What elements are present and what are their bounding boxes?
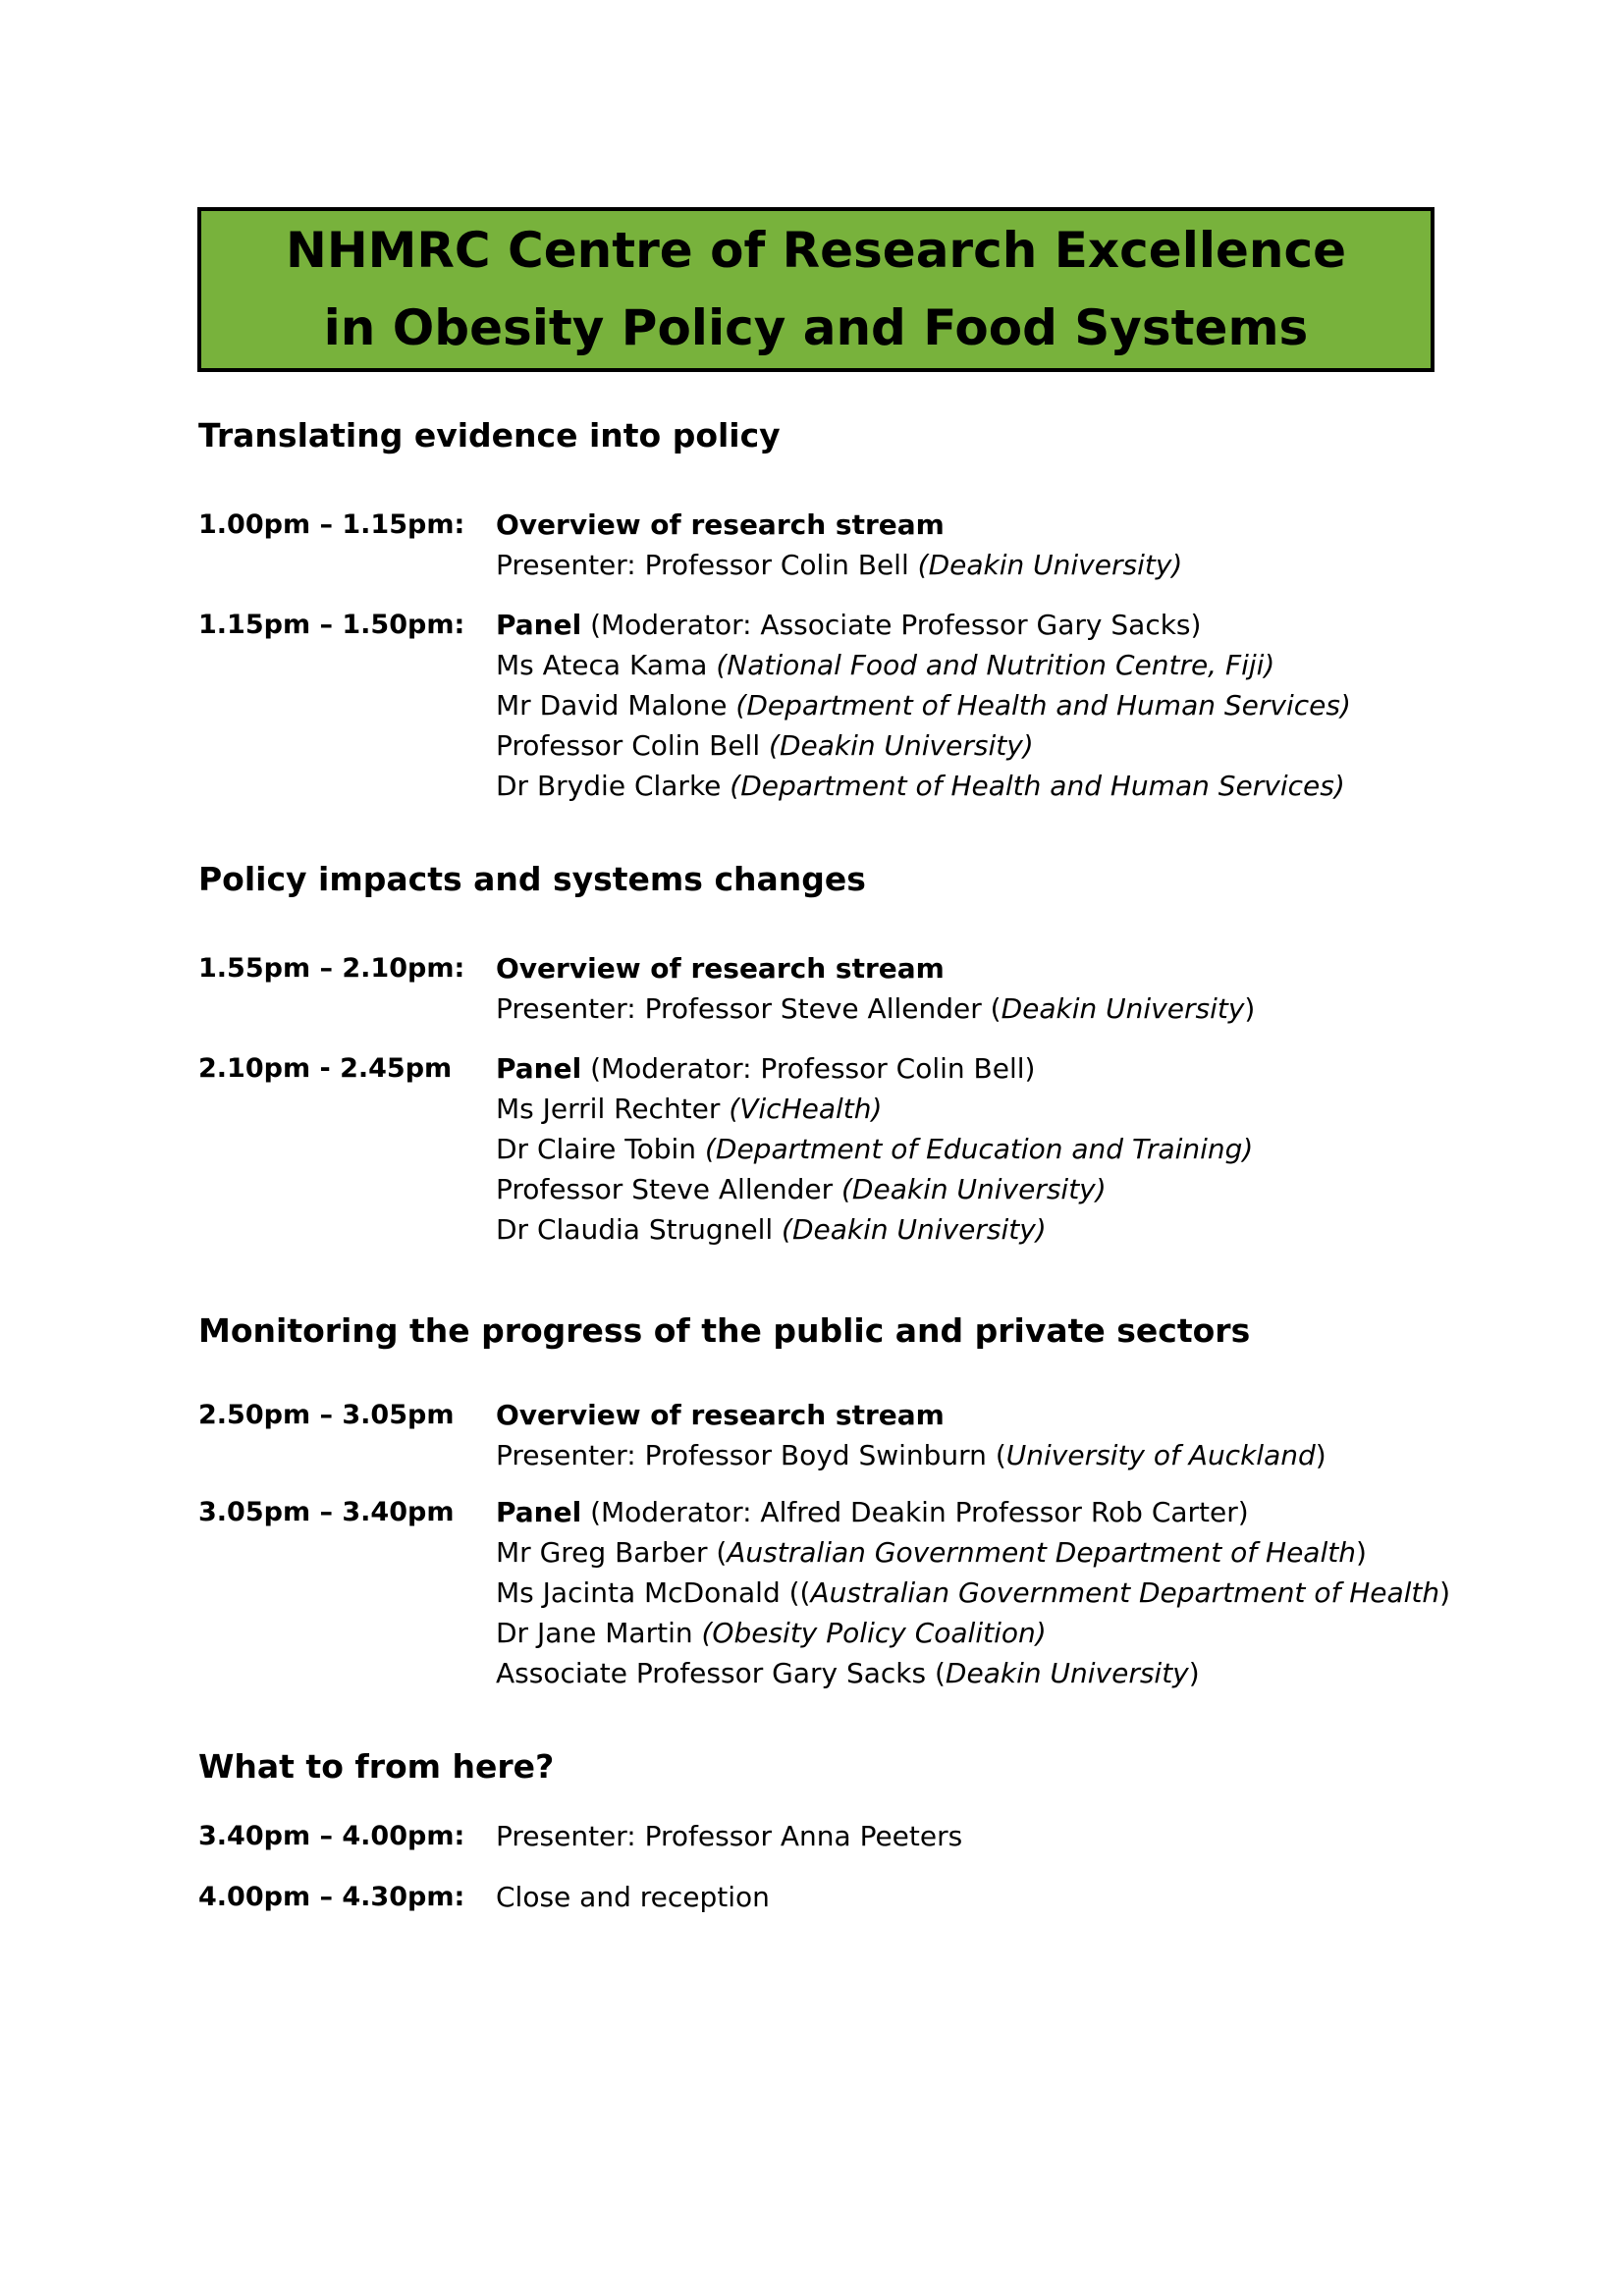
text-run: Associate Professor Gary Sacks ( (496, 1657, 946, 1689)
text-run: Close and reception (496, 1881, 770, 1913)
text-run: Mr David Malone (496, 689, 736, 721)
session-line (496, 645, 1274, 685)
text-run: (Moderator: Associate Professor Gary Sacks) (581, 609, 1202, 641)
text-run: ) (1355, 1536, 1367, 1569)
session-line (496, 685, 1351, 725)
text-run: Professor Steve Allender (496, 1173, 841, 1205)
text-run: Dr Claudia Strugnell (496, 1213, 783, 1246)
text-run: Professor Colin Bell (496, 729, 770, 762)
text-run: (Deakin University) (841, 1173, 1107, 1205)
text-run: Panel (496, 1496, 582, 1528)
text-run: ) (1188, 1657, 1200, 1689)
section-heading: What to from here? (198, 1747, 555, 1786)
text-run: Ms Jacinta McDonald (( (496, 1576, 811, 1609)
section-heading: Policy impacts and systems changes (198, 860, 866, 898)
text-run: (Deakin University) (769, 729, 1034, 762)
session-line (496, 1129, 1253, 1169)
text-run: Presenter: Professor Anna Peeters (496, 1820, 963, 1852)
text-run: Dr Claire Tobin (496, 1133, 705, 1165)
text-run: Dr Brydie Clarke (496, 770, 731, 802)
text-run: ) (1315, 1439, 1326, 1471)
text-run: ) (1244, 992, 1256, 1025)
session-time: 2.10pm - 2.45pm (198, 1053, 453, 1084)
text-run: Australian Government Department of Health (727, 1536, 1356, 1569)
title-line-2: in Obesity Policy and Food Systems (323, 299, 1309, 356)
session-line (496, 1169, 1107, 1209)
text-run: Australian Government Department of Health (810, 1576, 1440, 1609)
text-run: Presenter: Professor Boyd Swinburn ( (496, 1439, 1006, 1471)
session-line (496, 1816, 962, 1856)
session-line (496, 545, 1182, 585)
text-run: (National Food and Nutrition Centre, Fiji) (716, 649, 1275, 681)
session-line (496, 1613, 1047, 1653)
session-line (496, 605, 1201, 645)
text-run: Dr Jane Martin (496, 1617, 702, 1649)
text-run: Ms Jerril Rechter (496, 1093, 730, 1125)
text-run: Ms Ateca Kama (496, 649, 717, 681)
session-line (496, 1532, 1367, 1573)
text-run: Presenter: Professor Steve Allender ( (496, 992, 1001, 1025)
session-line (496, 1089, 882, 1129)
text-run: Overview of research stream (496, 508, 945, 541)
session-line (496, 948, 945, 988)
title-banner (197, 207, 1435, 372)
text-run: (Department of Health and Human Services) (735, 689, 1351, 721)
title-line-1: NHMRC Centre of Research Excellence (285, 222, 1347, 279)
text-run: Deakin University (1001, 992, 1245, 1025)
text-run: Mr Greg Barber ( (496, 1536, 728, 1569)
text-run: (Moderator: Alfred Deakin Professor Rob Carter) (581, 1496, 1249, 1528)
session-time: 1.15pm – 1.50pm: (198, 610, 465, 640)
text-run: Overview of research stream (496, 952, 945, 985)
session-line (496, 505, 945, 545)
text-run: Panel (496, 609, 582, 641)
text-run: Deakin University (945, 1657, 1189, 1689)
session-time: 4.00pm – 4.30pm: (198, 1882, 465, 1912)
session-time: 3.40pm – 4.00pm: (198, 1821, 465, 1851)
session-time: 1.00pm – 1.15pm: (198, 509, 465, 540)
text-run: (Department of Education and Training) (704, 1133, 1254, 1165)
text-run: (VicHealth) (729, 1093, 883, 1125)
text-run: (Department of Health and Human Services) (730, 770, 1345, 802)
session-line (496, 1492, 1249, 1532)
text-run: (Obesity Policy Coalition) (701, 1617, 1047, 1649)
text-run: University of Auckland (1005, 1439, 1316, 1471)
session-line (496, 1573, 1450, 1613)
text-run: (Deakin University) (917, 549, 1183, 581)
text-run: ) (1439, 1576, 1451, 1609)
session-line (496, 1877, 770, 1917)
session-line (496, 1048, 1035, 1089)
session-line (496, 1653, 1200, 1693)
session-time: 1.55pm – 2.10pm: (198, 953, 465, 984)
session-time: 3.05pm – 3.40pm (198, 1497, 455, 1527)
text-run: (Moderator: Professor Colin Bell) (581, 1052, 1036, 1085)
text-run: Presenter: Professor Colin Bell (496, 549, 918, 581)
section-heading: Translating evidence into policy (198, 416, 781, 454)
session-line (496, 1395, 945, 1435)
text-run: Panel (496, 1052, 582, 1085)
session-line (496, 766, 1345, 806)
session-line (496, 988, 1255, 1029)
session-line (496, 1209, 1047, 1250)
text-run: Overview of research stream (496, 1399, 945, 1431)
section-heading: Monitoring the progress of the public and private sectors (198, 1311, 1251, 1350)
session-line (496, 1435, 1326, 1475)
session-line (496, 725, 1034, 766)
text-run: (Deakin University) (782, 1213, 1047, 1246)
session-time: 2.50pm – 3.05pm (198, 1400, 455, 1430)
